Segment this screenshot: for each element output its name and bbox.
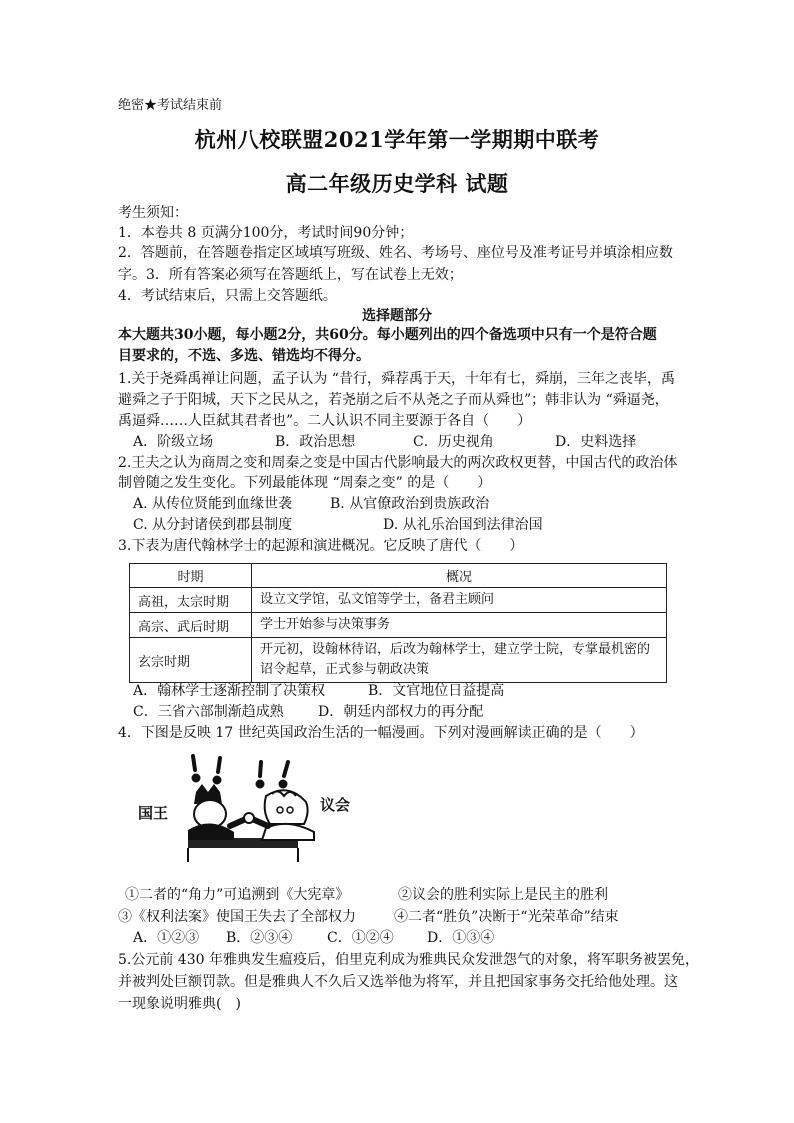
table-cell-desc: 学士开始参与决策事务 bbox=[252, 613, 667, 638]
q4-statement-2: ②议会的胜利实际上是民主的胜利 bbox=[398, 887, 608, 903]
q4-option-a: A．①②③ bbox=[133, 930, 200, 946]
q2-option-a: A. 从传位贤能到血缘世袭 bbox=[133, 496, 293, 512]
q4-statement-3: ③《权利法案》使国王失去了全部权力 bbox=[118, 909, 356, 925]
q2-option-d: D. 从礼乐治国到法律治国 bbox=[383, 517, 543, 533]
notice-item: 2．答题前，在答题卷指定区域填写班级、姓名、考场号、座位号及准考证号并填涂相应数 bbox=[118, 245, 673, 261]
q3-option-d: D．朝廷内部权力的再分配 bbox=[318, 704, 484, 720]
q4-statement-4: ④二者“胜负”决断于“光荣革命”结束 bbox=[394, 909, 619, 925]
cartoon-label-parliament: 议会 bbox=[320, 796, 351, 814]
q3-option-a: A．翰林学士逐渐控制了决策权 bbox=[133, 683, 326, 699]
q1-stem: 1.关于尧舜禹禅让问题，孟子认为 “昔行，舜荐禹于天，十年有七，舜崩，三年之丧毕，禹 bbox=[118, 371, 675, 387]
table-header-row bbox=[130, 564, 667, 588]
table-header-period: 时期 bbox=[130, 564, 252, 588]
notice-item: 字。3．所有答案必须写在答题纸上，写在试卷上无效； bbox=[118, 267, 463, 283]
table-cell-period: 高宗、武后时期 bbox=[130, 613, 252, 638]
page-subtitle: 高二年级历史学科 试题 bbox=[285, 171, 509, 196]
section-instructions: 本大题共30小题，每小题2分，共60分。每小题列出的四个备选项中只有一个是符合题 bbox=[118, 327, 657, 343]
q2-stem: 制曾随之发生变化。下列最能体现 “周秦之变” 的是（ ） bbox=[118, 475, 492, 491]
q4-option-b: B．②③④ bbox=[226, 930, 293, 946]
q4-option-c: C．①②④ bbox=[327, 930, 394, 946]
table-row bbox=[130, 613, 667, 638]
table-row bbox=[130, 588, 667, 613]
q2-stem: 2.王夫之认为商周之变和周秦之变是中国古代影响最大的两次政权更替，中国古代的政治体 bbox=[118, 455, 678, 471]
q1-option-b: B．政治思想 bbox=[275, 434, 356, 450]
q1-stem: 禹逼舜……人臣弑其君者也”。二人认识不同主要源于各自（ ） bbox=[118, 413, 532, 429]
q3-option-b: B．文官地位日益提高 bbox=[368, 683, 505, 699]
q2-option-b: B. 从官僚政治到贵族政治 bbox=[330, 496, 490, 512]
q3-stem: 3.下表为唐代翰林学士的起源和演进概况。它反映了唐代（ ） bbox=[118, 538, 524, 554]
q3-option-c: C．三省六部制渐趋成熟 bbox=[133, 704, 284, 720]
political-cartoon bbox=[138, 752, 358, 862]
section-instructions: 目要求的，不选、多选、错选均不得分。 bbox=[118, 348, 370, 364]
page-title: 杭州八校联盟2021学年第一学期期中联考 bbox=[194, 127, 600, 152]
q4-statement-1: ①二者的“角力”可追溯到《大宪章》 bbox=[125, 887, 350, 903]
table-cell-desc: 开元初，设翰林待诏，后改为翰林学士，建立学士院，专掌最机密的诏令起草，正式参与朝政决策 bbox=[252, 638, 667, 683]
table-cell-desc: 设立文学馆，弘文馆等学士，备君主顾问 bbox=[252, 588, 667, 613]
q1-option-c: C．历史视角 bbox=[413, 434, 494, 450]
q4-stem: 4．下图是反映 17 世纪英国政治生活的一幅漫画。下列对漫画解读正确的是（ ） bbox=[118, 725, 644, 741]
table-row bbox=[130, 638, 667, 683]
cartoon-label-king: 国王 bbox=[138, 804, 169, 822]
secret-label: 绝密★考试结束前 bbox=[118, 98, 223, 113]
notice-item: 1．本卷共 8 页满分100分，考试时间90分钟； bbox=[118, 225, 414, 241]
table-cell-period: 玄宗时期 bbox=[130, 638, 252, 683]
section-title: 选择题部分 bbox=[362, 308, 432, 324]
q5-stem: 一现象说明雅典( ) bbox=[118, 996, 241, 1012]
notice-heading: 考生须知： bbox=[118, 205, 188, 221]
q5-stem: 并被判处巨额罚款。但是雅典人不久后又选举他为将军，并且把国家事务交托给他处理。这 bbox=[118, 974, 678, 990]
q1-option-a: A．阶级立场 bbox=[133, 434, 214, 450]
q2-option-c: C. 从分封诸侯到郡县制度 bbox=[133, 517, 293, 533]
q1-stem: 避舜之子于阳城，天下之民从之，若尧崩之后不从尧之子而从舜也”；韩非认为 “舜逼尧， bbox=[118, 392, 669, 408]
notice-item: 4．考试结束后，只需上交答题纸。 bbox=[118, 288, 337, 304]
q4-option-d: D．①③④ bbox=[427, 930, 495, 946]
q1-option-d: D．史料选择 bbox=[555, 434, 637, 450]
q5-stem: 5.公元前 430 年雅典发生瘟疫后，伯里克利成为雅典民众发泄怨气的对象，将军职务被罢免， bbox=[118, 952, 699, 968]
table-cell-period: 高祖，太宗时期 bbox=[130, 588, 252, 613]
q3-table bbox=[129, 563, 667, 683]
table-header-desc: 概况 bbox=[252, 564, 667, 588]
